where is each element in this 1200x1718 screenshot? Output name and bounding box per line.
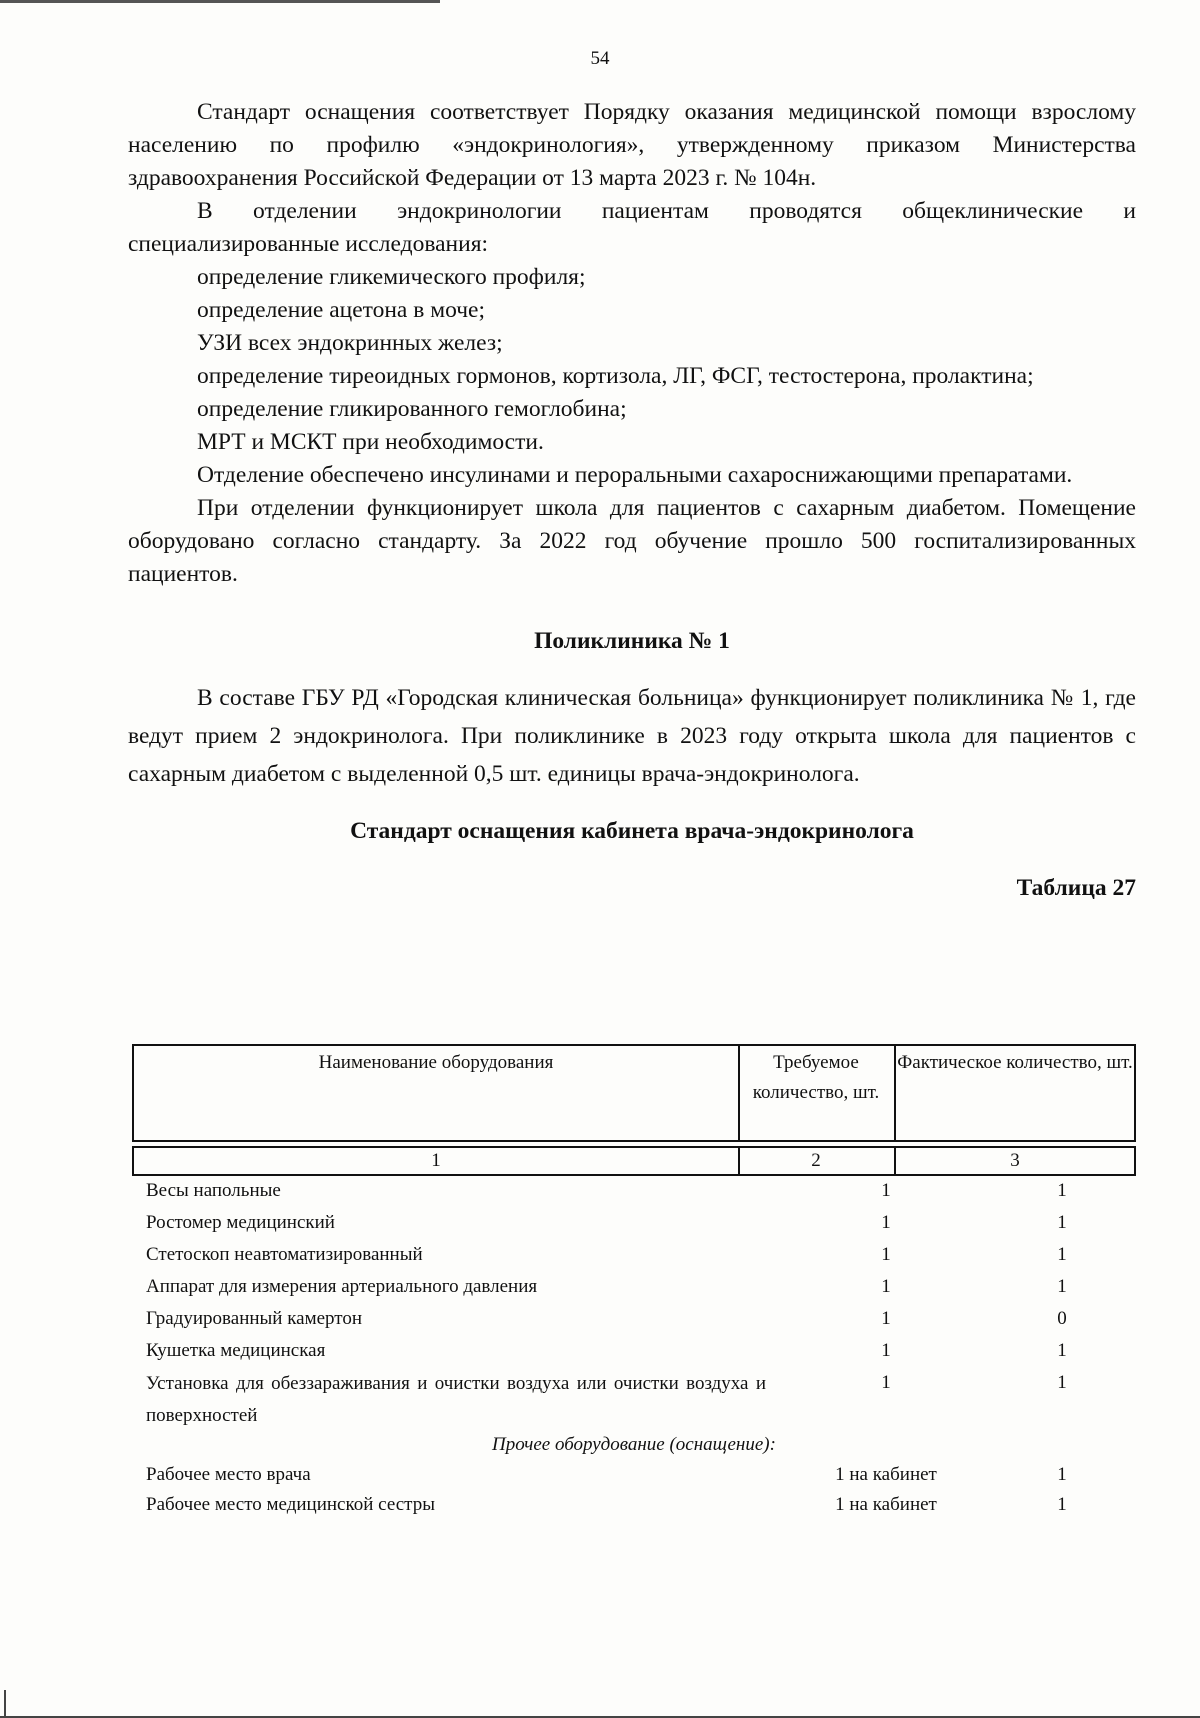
actual-qty: 1 — [1057, 1180, 1067, 1201]
equipment-name: Весы напольные — [146, 1180, 281, 1201]
actual-qty: 1 — [1057, 1276, 1067, 1297]
list-item-mri: МРТ и МСКТ при необходимости. — [197, 429, 544, 455]
column-number: 3 — [1010, 1150, 1020, 1171]
section-title-polyclinic: Поликлиника № 1 — [534, 628, 730, 654]
header-equipment-name: Наименование оборудования — [318, 1052, 554, 1073]
table-caption: Таблица 27 — [1016, 875, 1136, 901]
paragraph-diabetes-school: При отделении функционирует школа для пациентов с сахарным диабетом. Помещение оборудовано согласно стандарту. За 2022 год обучение прошло 500 госпитализированных пациентов. — [128, 495, 1136, 587]
actual-qty: 1 — [1057, 1494, 1067, 1515]
standard-title: Стандарт оснащения кабинета врача-эндокринолога — [350, 818, 914, 844]
actual-qty: 1 — [1057, 1244, 1067, 1265]
column-number: 1 — [431, 1150, 441, 1171]
equipment-name: Аппарат для измерения артериального давления — [146, 1276, 538, 1297]
scan-edge-top — [0, 0, 1200, 3]
equipment-name: Градуированный камертон — [146, 1308, 363, 1329]
equipment-name: Кушетка медицинская — [146, 1340, 326, 1361]
header-required: Требуемое количество, шт. — [752, 1052, 880, 1103]
actual-qty: 1 — [1057, 1464, 1067, 1485]
paragraph-insulin: Отделение обеспечено инсулинами и пероральными сахароснижающими препаратами. — [197, 462, 1073, 488]
scan-edge-left — [4, 1690, 6, 1718]
paragraph-polyclinic: В составе ГБУ РД «Городская клиническая больница» функционирует поликлиника № 1, где ведут прием 2 эндокринолога. При поликлинике в 2023 году открыта школа для пациентов с сахарным диабетом с выделенной 0,5 шт. единицы врача-эндокринолога. — [128, 685, 1136, 787]
required-qty: 1 на кабинет — [835, 1464, 937, 1485]
required-qty: 1 — [881, 1212, 891, 1233]
required-qty: 1 — [881, 1308, 891, 1329]
actual-qty: 1 — [1057, 1372, 1067, 1393]
document-body — [128, 96, 1136, 905]
list-item-acetone: определение ацетона в моче; — [197, 297, 485, 323]
list-item-hemoglobin: определение гликированного гемоглобина; — [197, 396, 627, 422]
required-qty: 1 — [881, 1180, 891, 1201]
paragraph-standard: Стандарт оснащения соответствует Порядку оказания медицинской помощи взрослому населению по профилю «эндокринология», утвержденному приказом Министерства здравоохранения Российской Федерации от 13 марта 2023 г. № 104н. — [128, 99, 1136, 191]
column-number: 2 — [811, 1150, 821, 1171]
actual-qty: 1 — [1057, 1340, 1067, 1361]
equipment-name: Стетоскоп неавтоматизированный — [146, 1244, 423, 1265]
required-qty: 1 — [881, 1372, 891, 1393]
header-actual: Фактическое количество, шт. — [897, 1052, 1133, 1073]
paragraph-studies-intro: В отделении эндокринологии пациентам проводятся общеклинические и специализированные исследования: — [128, 198, 1136, 257]
required-qty: 1 — [881, 1340, 891, 1361]
required-qty: 1 — [881, 1276, 891, 1297]
page-number: 54 — [590, 48, 610, 69]
required-qty: 1 на кабинет — [835, 1494, 937, 1515]
required-qty: 1 — [881, 1244, 891, 1265]
equipment-name: Рабочее место медицинской сестры — [146, 1494, 435, 1515]
actual-qty: 1 — [1057, 1212, 1067, 1233]
equipment-name: Рабочее место врача — [146, 1464, 311, 1485]
table-column-numbers — [132, 1146, 1136, 1176]
equipment-name: Установка для обеззараживания и очистки воздуха или очистки воздуха и поверхностей — [146, 1373, 766, 1426]
table-subheading: Прочее оборудование (оснащение): — [492, 1434, 776, 1455]
equipment-name: Ростомер медицинский — [146, 1212, 335, 1233]
actual-qty: 0 — [1057, 1308, 1067, 1329]
list-item-glycemic-profile: определение гликемического профиля; — [197, 264, 586, 290]
list-item-ultrasound: УЗИ всех эндокринных желез; — [197, 330, 503, 356]
list-item-hormones: определение тиреоидных гормонов, кортизола, ЛГ, ФСГ, тестостерона, пролактина; — [197, 363, 1034, 389]
table-header — [132, 1044, 1136, 1142]
